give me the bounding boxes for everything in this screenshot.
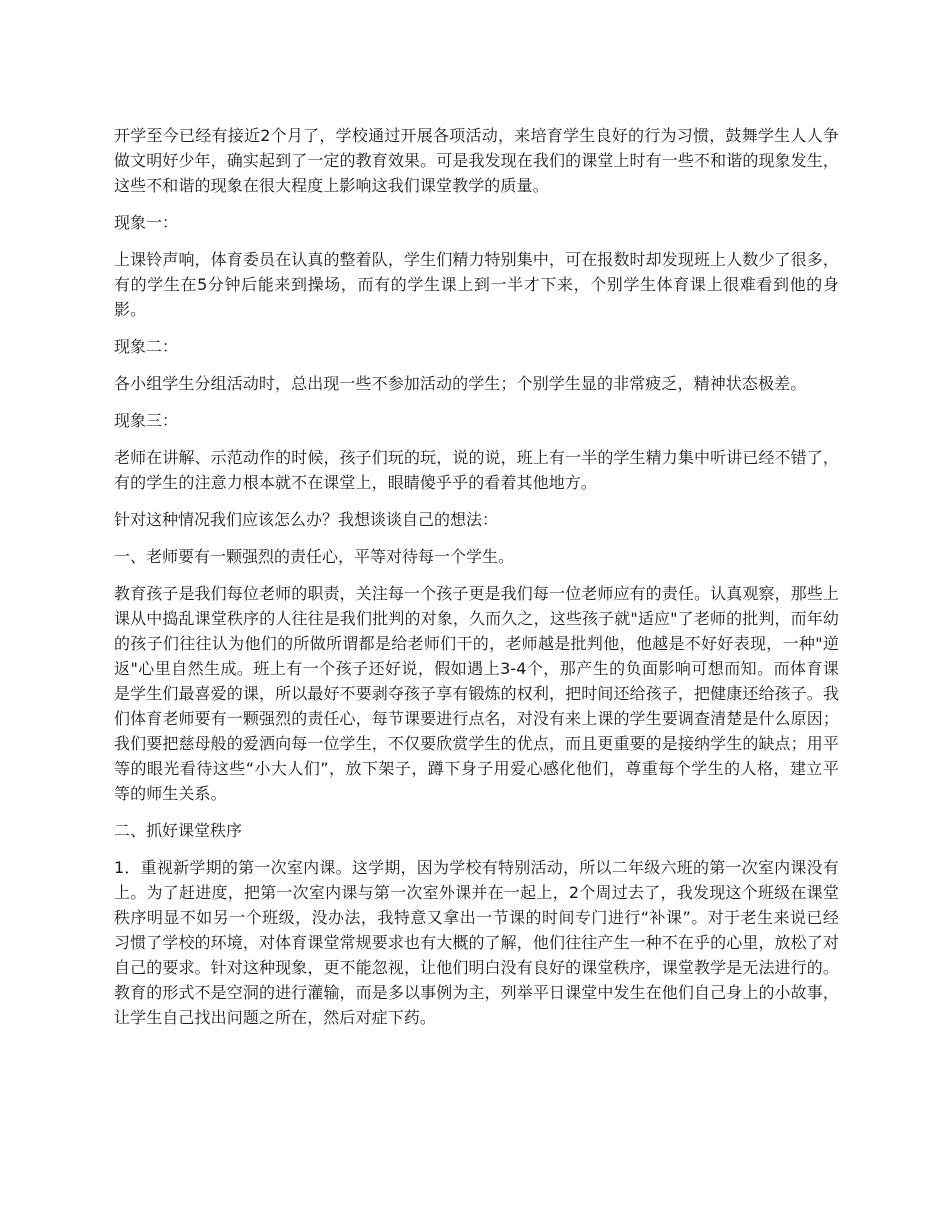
phenomenon-one-paragraph: 上课铃声响，体育委员在认真的整着队，学生们精力特别集中，可在报数时却发现班上人数少了很多，有的学生在5分钟后能来到操场，而有的学生课上到一半才下来，个别学生体育课上很难看到他的身影。 xyxy=(114,250,839,319)
phenomenon-three-heading: 现象三： xyxy=(114,411,179,430)
section-two-heading: 二、抓好课堂秩序 xyxy=(114,821,243,840)
phenomenon-three-paragraph: 老师在讲解、示范动作的时候，孩子们玩的玩，说的说，班上有一半的学生精力集中听讲已经不错了，有的学生的注意力根本就不在课堂上，眼睛傻乎乎的看着其他地方。 xyxy=(114,448,839,492)
phenomenon-two-heading: 现象二： xyxy=(114,337,179,356)
intro-paragraph: 开学至今已经有接近2个月了，学校通过开展各项活动，来培育学生良好的行为习惯，鼓舞学生人人争做文明好少年，确实起到了一定的教育效果。可是我发现在我们的课堂上时有一些不和谐的现象发生，这些不和谐的现象在很大程度上影响这我们课堂教学的质量。 xyxy=(114,126,839,195)
question-line: 针对这种情况我们应该怎么办？我想谈谈自己的想法： xyxy=(114,510,499,529)
section-one-heading: 一、老师要有一颗强烈的责任心，平等对待每一个学生。 xyxy=(114,547,515,566)
section-one-paragraph: 教育孩子是我们每位老师的职责，关注每一个孩子更是我们每一位老师应有的责任。认真观察，那些上课从中捣乱课堂秩序的人往往是我们批判的对象，久而久之，这些孩子就"适应"了老师的批判，而年幼的孩子们往往认为他们的所做所谓都是给老师们干的，老师越是批判他，他越是不好好表现，一种"逆返"心里自然生成。班上有一个孩子还好说，假如遇上3-4个，那产生的负面影响可想而知。而体育课是学生们最喜爱的课，所以最好不要剥夺孩子享有锻炼的权利，把时间还给孩子，把健康还给孩子。我们体育老师要有一颗强烈的责任心，每节课要进行点名，对没有来上课的学生要调查清楚是什么原因；我们要把慈母般的爱洒向每一位学生，不仅要欣赏学生的优点，而且更重要的是接纳学生的缺点；用平等的眼光看待这些“小大人们”，放下架子，蹲下身子用爱心感化他们，尊重每个学生的人格，建立平等的师生关系。 xyxy=(114,584,839,803)
document-page xyxy=(114,123,839,1042)
phenomenon-two-paragraph: 各小组学生分组活动时，总出现一些不参加活动的学生；个别学生显的非常疲乏，精神状态极差。 xyxy=(114,374,807,393)
section-two-paragraph-1: 1．重视新学期的第一次室内课。这学期，因为学校有特别活动，所以二年级六班的第一次室内课没有上。为了赶进度，把第一次室内课与第一次室外课并在一起上，2个周过去了，我发现这个班级在课堂秩序明显不如另一个班级，没办法，我特意又拿出一节课的时间专门进行“补课”。对于老生来说已经习惯了学校的环境，对体育课堂常规要求也有大概的了解，他们往往产生一种不在乎的心里，放松了对自己的要求。针对这种现象，更不能忽视，让他们明白没有良好的课堂秩序，课堂教学是无法进行的。教育的形式不是空洞的进行灌输，而是多以事例为主，列举平日课堂中发生在他们自己身上的小故事，让学生自己找出问题之所在，然后对症下药。 xyxy=(114,858,839,1027)
phenomenon-one-heading: 现象一： xyxy=(114,213,179,232)
